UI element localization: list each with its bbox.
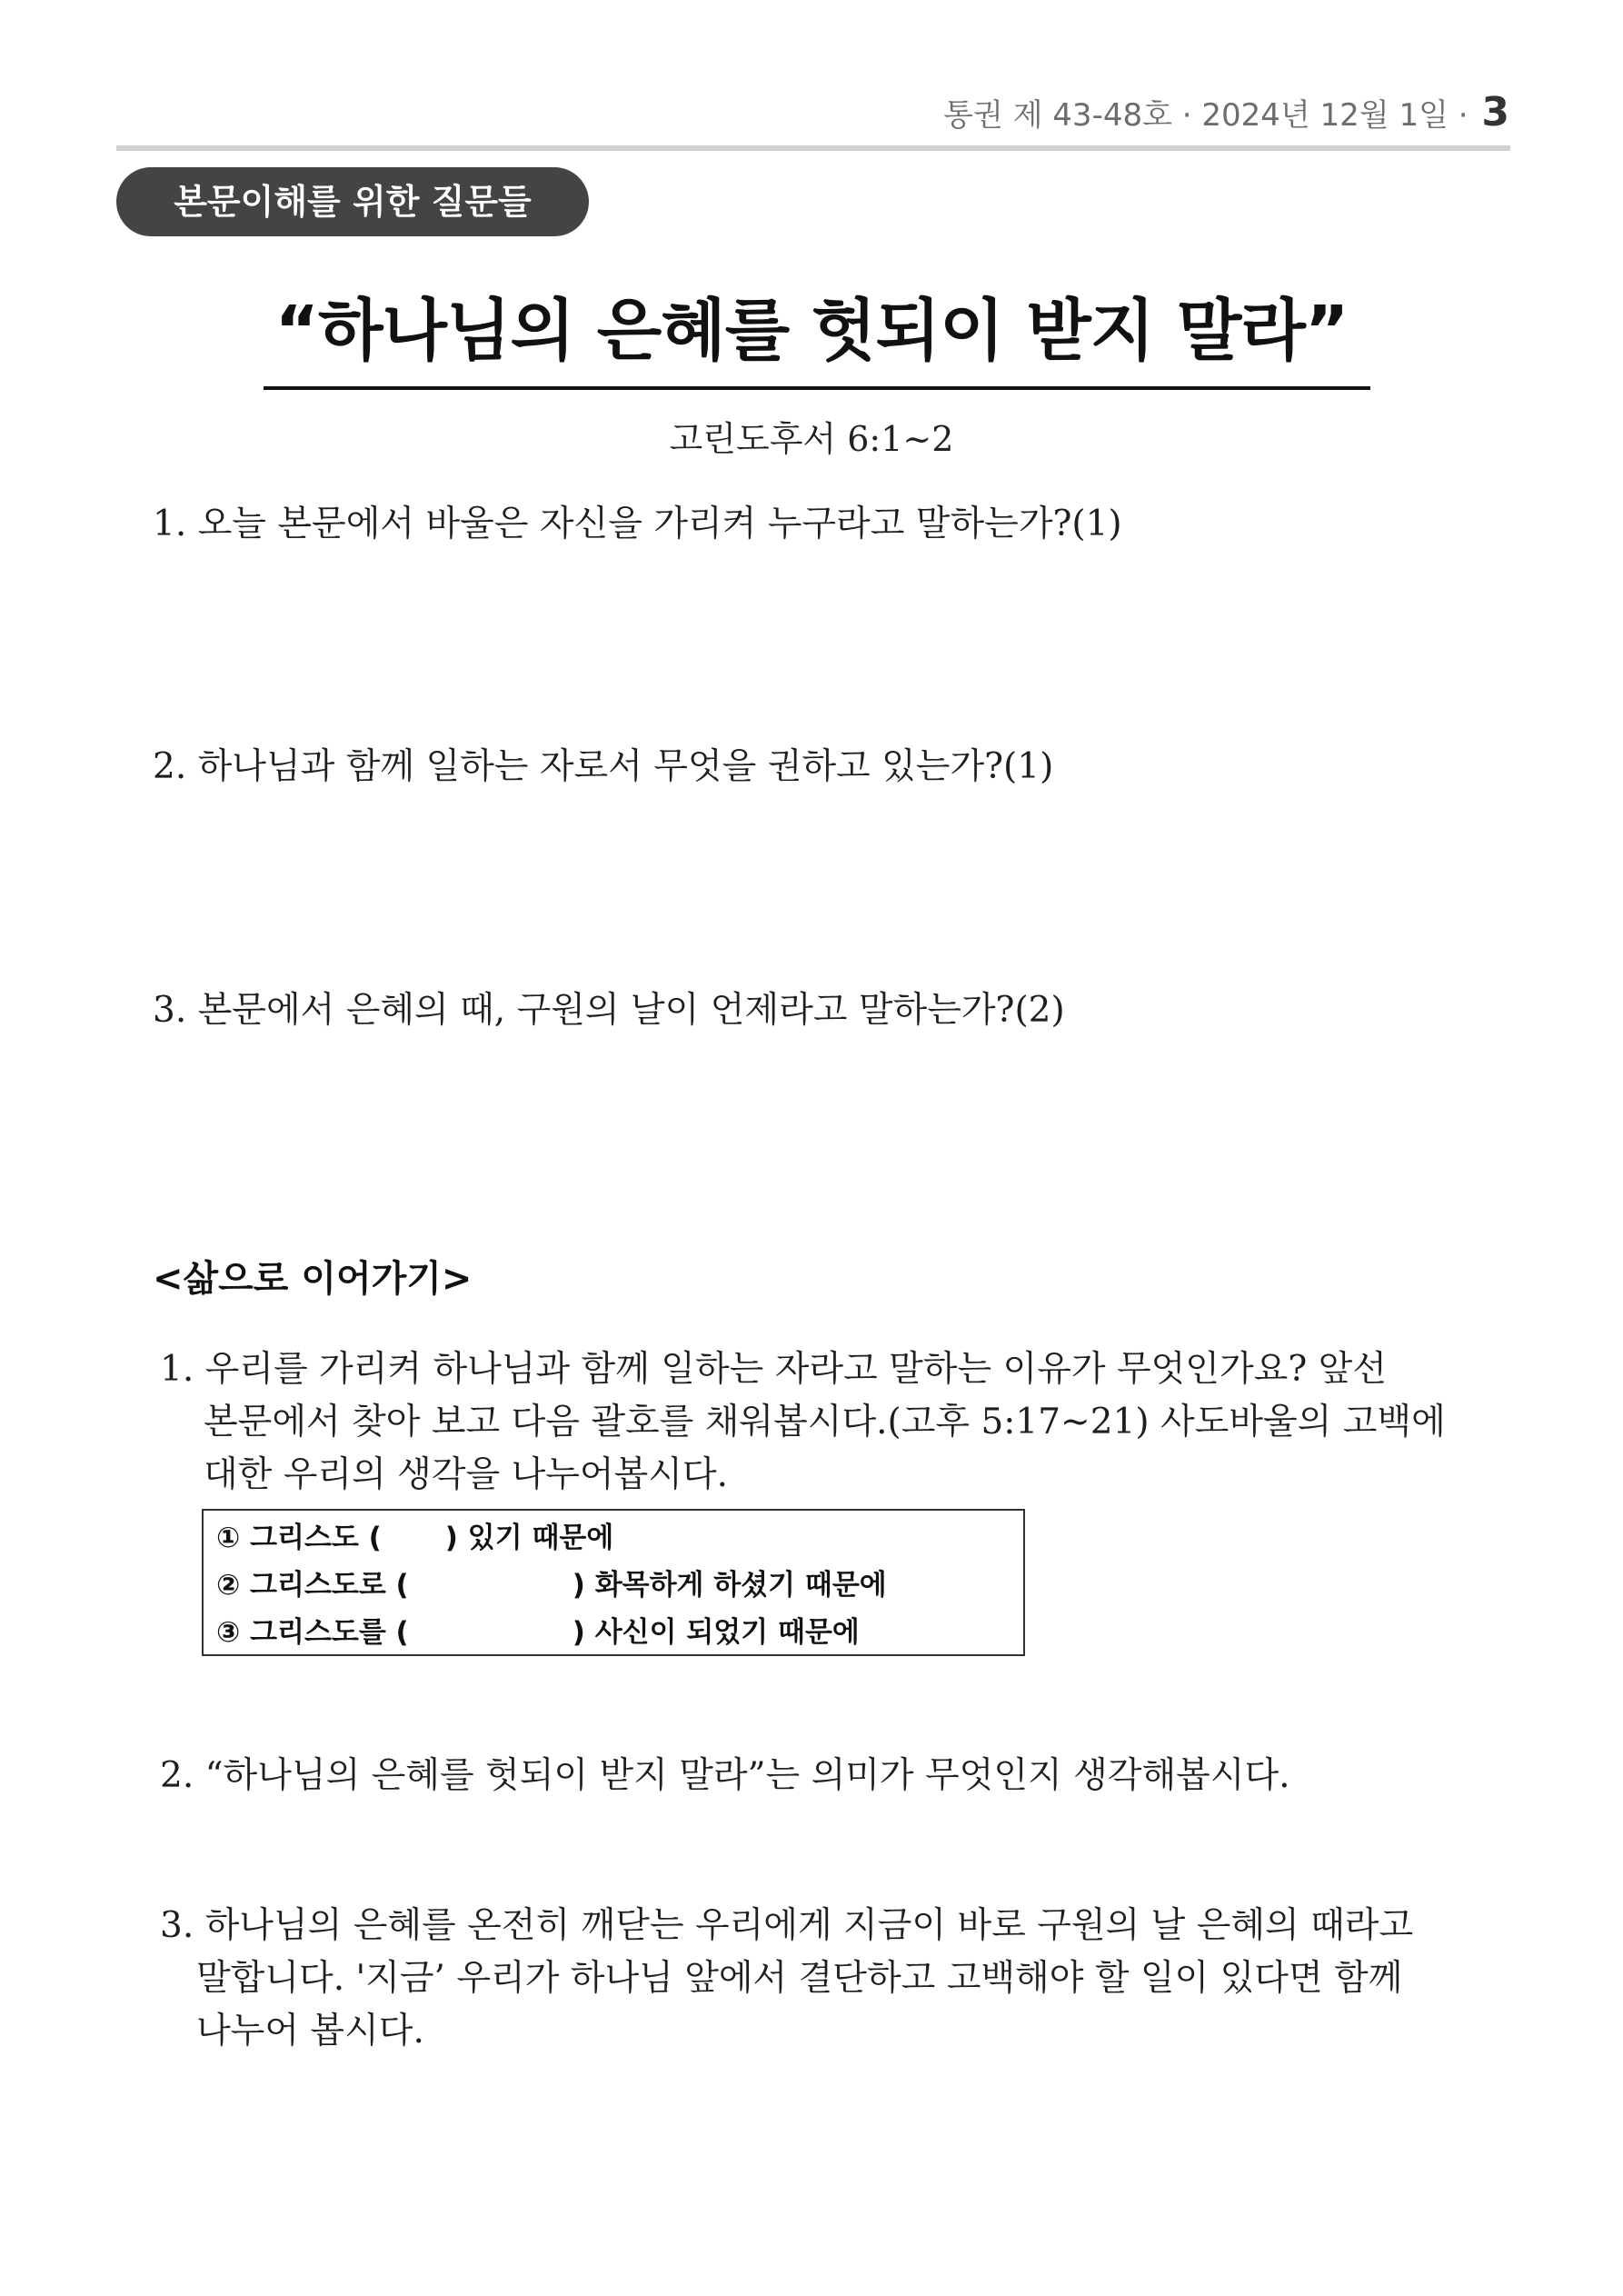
- header-divider: [116, 145, 1510, 151]
- life-item-3: [160, 1900, 1413, 2058]
- fill-in-suffix: ) 있기 때문에: [444, 1522, 614, 1554]
- issue-info: [943, 89, 1509, 135]
- page-title: “하나님의 은혜를 헛되이 받지 말라”: [274, 292, 1349, 370]
- title-underline: [264, 386, 1370, 390]
- life-item-2-line: 2. “하나님의 은혜를 헛되이 받지 말라”는 의미가 무엇인지 생각해봅시다.: [160, 1755, 1290, 1796]
- life-item-1-line-1: 1. 우리를 가리켜 하나님과 함께 일하는 자라고 말하는 이유가 무엇인가요? 앞선: [160, 1349, 1387, 1390]
- life-item-1-line-3: 대한 우리의 생각을 나누어봅시다.: [204, 1454, 729, 1495]
- life-item-1-line-2: 본문에서 찾아 보고 다음 괄호를 채워봅시다.(고후 5:17~21) 사도바울의 고백에: [204, 1402, 1446, 1442]
- fill-in-row: [216, 1609, 1023, 1656]
- question-3: 3. 본문에서 은혜의 때, 구원의 날이 언제라고 말하는가?(2): [153, 990, 1065, 1031]
- life-item-3-line-3: 나누어 봅시다.: [196, 2011, 424, 2051]
- life-item-2: [160, 1750, 1290, 1802]
- issue-info-text: 통권 제 43-48호 · 2024년 12월 1일 ·: [943, 97, 1469, 134]
- question-1: 1. 오늘 본문에서 바울은 자신을 가리켜 누구라고 말하는가?(1): [153, 504, 1122, 544]
- page-number: 3: [1481, 89, 1509, 135]
- fill-in-suffix: ) 화목하게 하셨기 때문에: [572, 1569, 887, 1602]
- life-item-3-line-2: 말합니다. '지금’ 우리가 하나님 앞에서 결단하고 고백해야 할 일이 있다면 함께: [196, 1958, 1403, 1999]
- fill-in-row: [216, 1514, 1023, 1562]
- scripture-reference: 고린도후서 6:1~2: [669, 419, 954, 459]
- life-section-heading: <삶으로 이어가기>: [153, 1258, 473, 1300]
- fill-in-prefix: ② 그리스도로 (: [216, 1569, 409, 1602]
- life-item-3-line-1: 3. 하나님의 은혜를 온전히 깨닫는 우리에게 지금이 바로 구원의 날 은혜의 때라고: [160, 1905, 1414, 1946]
- fill-in-row: [216, 1562, 1023, 1609]
- section-label: 본문이해를 위한 질문들: [116, 167, 589, 236]
- fill-in-prefix: ① 그리스도 (: [216, 1522, 382, 1554]
- question-2: 2. 하나님과 함께 일하는 자로서 무엇을 권하고 있는가?(1): [153, 746, 1054, 787]
- fill-in-prefix: ③ 그리스도를 (: [216, 1616, 409, 1649]
- fill-in-suffix: ) 사신이 되었기 때문에: [572, 1616, 860, 1649]
- fill-in-box: [202, 1509, 1025, 1656]
- life-item-1: [160, 1343, 1446, 1502]
